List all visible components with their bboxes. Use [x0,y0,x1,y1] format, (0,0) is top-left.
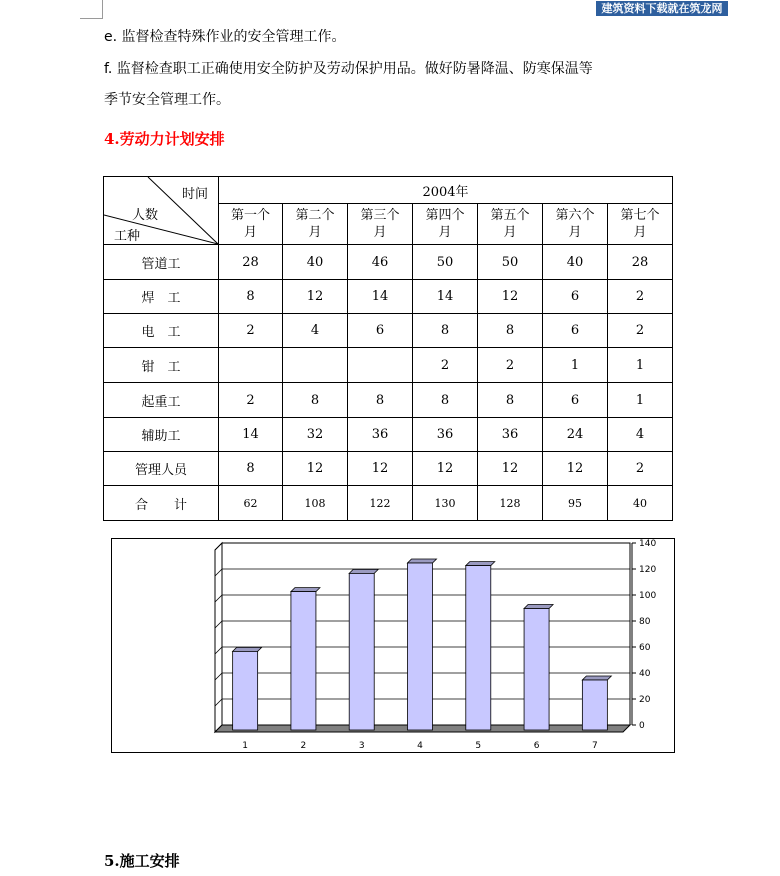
total-value-cell: 95 [543,486,608,521]
month-label-bottom: 月 [243,225,257,241]
trade-name-cell: 钳 工 [104,348,219,383]
table-row [104,452,673,486]
table-row [104,418,673,452]
chart-bar-top [408,559,437,563]
total-value-cell: 122 [348,486,413,521]
value-cell: 2 [219,383,283,418]
month-header [348,204,413,245]
trade-name-cell: 管道工 [104,245,219,280]
value-cell: 8 [478,383,543,418]
chart-bar-top [233,647,262,651]
chart-canvas [112,539,674,752]
value-cell: 12 [413,452,478,486]
value-cell: 6 [543,280,608,314]
chart-y-tick-label: 40 [639,669,651,679]
value-cell: 24 [543,418,608,452]
chart-side-wall [215,543,222,732]
value-cell: 8 [348,383,413,418]
section-4-heading: 4.劳动力计划安排 [104,130,225,148]
chart-bar-top [349,569,378,573]
table-row [104,314,673,348]
month-label-bottom: 月 [373,225,387,241]
value-cell: 14 [348,280,413,314]
chart-x-tick-label: 6 [533,741,540,751]
month-header [283,204,348,245]
trade-name-cell: 焊 工 [104,280,219,314]
table-row [104,383,673,418]
table-corner-cell [104,177,219,245]
value-cell: 12 [478,280,543,314]
value-cell: 50 [413,245,478,280]
value-cell: 8 [413,314,478,348]
value-cell: 2 [608,452,673,486]
site-banner[interactable]: 建筑资料下载就在筑龙网 [596,1,728,16]
paragraph-e: e. 监督检查特殊作业的安全管理工作。 [104,29,346,45]
chart-y-tick-label: 100 [639,591,657,601]
value-cell [348,348,413,383]
month-header [543,204,608,245]
chart-y-tick-label: 0 [639,721,645,731]
value-cell: 28 [219,245,283,280]
value-cell: 2 [478,348,543,383]
total-value-cell: 62 [219,486,283,521]
table-total-row [104,486,673,521]
value-cell: 2 [413,348,478,383]
total-value-cell: 108 [283,486,348,521]
month-label-bottom: 月 [308,225,322,241]
month-label-top: 第五个 [490,208,530,224]
value-cell: 40 [543,245,608,280]
paragraph-f-line2: 季节安全管理工作。 [104,92,230,108]
value-cell [219,348,283,383]
chart-y-tick-label: 140 [639,539,657,549]
total-value-cell: 130 [413,486,478,521]
value-cell: 14 [219,418,283,452]
value-cell: 4 [608,418,673,452]
chart-bar [233,651,258,730]
chart-bar [408,563,433,730]
chart-bar [466,566,491,730]
page-corner-mark [80,0,103,19]
chart-x-tick-label: 4 [417,741,423,751]
value-cell: 12 [478,452,543,486]
month-label-bottom: 月 [633,225,647,241]
value-cell: 4 [283,314,348,348]
paragraph-f-line1: f. 监督检查职工正确使用安全防护及劳动保护用品。做好防暑降温、防寒保温等 [104,61,593,77]
trade-name-cell: 电 工 [104,314,219,348]
trade-name-cell: 起重工 [104,383,219,418]
chart-x-tick-label: 5 [475,741,482,751]
table-body [104,245,673,521]
chart-x-tick-label: 3 [358,741,365,751]
month-label-bottom: 月 [503,225,517,241]
labor-plan-table [103,176,673,521]
value-cell: 12 [348,452,413,486]
month-label-top: 第一个 [230,208,270,224]
chart-bar-top [524,605,553,609]
trade-name-cell: 辅助工 [104,418,219,452]
chart-y-tick-label: 20 [639,695,651,705]
month-label-top: 第二个 [295,208,335,224]
table-row [104,348,673,383]
chart-bar-top [466,562,495,566]
chart-bar [291,592,316,730]
chart-x-tick-label: 1 [242,741,249,751]
value-cell: 36 [478,418,543,452]
month-label-bottom: 月 [568,225,582,241]
month-label-top: 第七个 [620,208,660,224]
month-header [413,204,478,245]
chart-y-tick-label: 80 [639,617,651,627]
month-header [478,204,543,245]
value-cell: 14 [413,280,478,314]
total-label-cell: 合 计 [104,486,219,521]
value-cell: 8 [413,383,478,418]
corner-time-label: 时间 [182,187,209,202]
chart-bar-top [291,588,320,592]
month-label-top: 第六个 [555,208,595,224]
value-cell: 50 [478,245,543,280]
value-cell: 36 [348,418,413,452]
chart-bar [582,680,607,730]
value-cell: 36 [413,418,478,452]
chart-y-tick-label: 60 [639,643,651,653]
year-header: 2004年 [219,177,673,204]
month-header [219,204,283,245]
value-cell: 6 [543,383,608,418]
total-value-cell: 128 [478,486,543,521]
chart-y-tick-label: 120 [639,565,657,575]
value-cell: 12 [543,452,608,486]
value-cell: 8 [478,314,543,348]
month-header [608,204,673,245]
chart-bar-top [582,676,611,680]
value-cell: 12 [283,452,348,486]
chart-x-tick-label: 7 [591,741,598,751]
value-cell: 28 [608,245,673,280]
table-row [104,280,673,314]
value-cell: 40 [283,245,348,280]
table-row [104,245,673,280]
value-cell [283,348,348,383]
value-cell: 6 [543,314,608,348]
corner-count-label: 人数 [132,208,159,223]
value-cell: 1 [543,348,608,383]
value-cell: 1 [608,383,673,418]
chart-x-tick-label: 2 [300,741,307,751]
value-cell: 32 [283,418,348,452]
section-5-heading: 5.施工安排 [104,852,180,870]
value-cell: 46 [348,245,413,280]
trade-name-cell: 管理人员 [104,452,219,486]
corner-type-label: 工种 [114,229,141,244]
chart-bar [524,609,549,731]
value-cell: 8 [283,383,348,418]
month-label-bottom: 月 [438,225,452,241]
labor-bar-chart [111,538,675,753]
value-cell: 2 [608,314,673,348]
value-cell: 1 [608,348,673,383]
total-value-cell: 40 [608,486,673,521]
value-cell: 2 [608,280,673,314]
value-cell: 6 [348,314,413,348]
chart-bar [349,573,374,730]
month-label-top: 第四个 [425,208,465,224]
value-cell: 8 [219,452,283,486]
month-label-top: 第三个 [360,208,400,224]
value-cell: 8 [219,280,283,314]
value-cell: 2 [219,314,283,348]
value-cell: 12 [283,280,348,314]
